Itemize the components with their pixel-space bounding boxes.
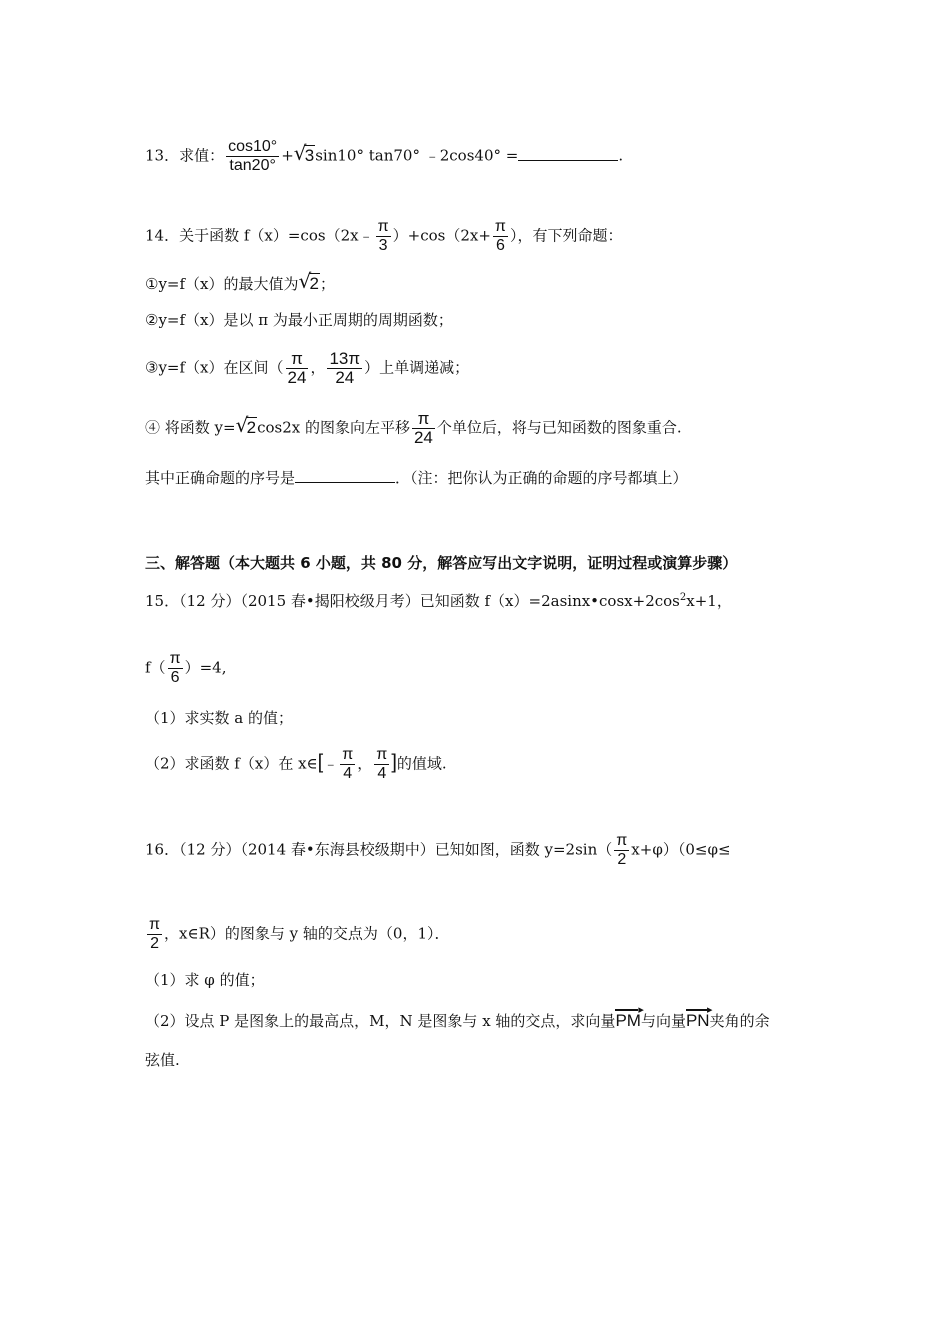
q16-line-2 — [145, 916, 450, 953]
q14-item-3-frac-1-num: π — [286, 350, 309, 369]
q14-footer — [145, 466, 688, 488]
q13-sqrt — [295, 146, 315, 166]
q14-item-4-radicand: 2 — [246, 417, 257, 437]
q15-line-1-text: 15．（12 分）（2015 春•揭阳校级月考）已知函数 f（x）=2asinx•cosx+2cos — [145, 592, 680, 610]
q13-frac-num: cos10° — [228, 138, 278, 155]
q16-line-1 — [145, 832, 731, 869]
q14-item-1-text: ①y=f（x）的最大值为 — [145, 275, 299, 293]
q14-intro-a: 14．关于函数 f（x）=cos（2x﹣ — [145, 226, 374, 245]
q15-part-1 — [145, 708, 293, 728]
q13-frac-den: tan20° — [229, 157, 276, 174]
q14-intro-line — [145, 218, 622, 255]
q15-part-2-frac-1-num: π — [342, 746, 354, 763]
q14-item-3-end: ）上单调递减； — [364, 358, 470, 377]
q14-frac-1-den: 3 — [378, 237, 388, 254]
q16-line-1-frac-den: 2 — [617, 851, 627, 868]
q15-part-2-frac-1 — [340, 746, 355, 783]
q14-answer-blank[interactable] — [295, 466, 395, 483]
q14-item-3-frac-1-den: 24 — [287, 368, 307, 387]
q14-item-4-text-b: cos2x 的图象向左平移 — [257, 418, 410, 437]
q14-intro-b: ）+cos（2x+ — [392, 226, 491, 245]
q16-line-1-frac-num: π — [616, 832, 628, 849]
q16-line-2-frac-num: π — [149, 916, 161, 933]
section-3-heading — [145, 553, 737, 573]
q15-part-2-sep: ， — [357, 754, 373, 773]
q14-frac-2 — [493, 218, 508, 255]
q14-item-4-frac-num: π — [412, 410, 435, 429]
q14-frac-1 — [376, 218, 391, 255]
q14-item-4-text-a: ④ 将函数 y= — [145, 418, 236, 437]
q16-line-2-frac-den: 2 — [150, 935, 159, 952]
q16-part-2-text-d: 弦值. — [145, 1051, 180, 1069]
q15-part-2-text-a: （2）求函数 f（x）在 x∈ — [145, 754, 318, 773]
q14-item-1-radicand: 2 — [309, 274, 319, 293]
q16-line-1-text-b: x+φ）（0≤φ≤ — [631, 840, 731, 859]
q14-item-3 — [145, 350, 469, 387]
q14-item-4-text-c: 个单位后，将与已知函数的图象重合. — [436, 418, 682, 437]
q16-line-1-frac — [614, 832, 629, 869]
q15-line-2-text-b: ）=4, — [184, 658, 227, 677]
q15-line-1-end: x+1， — [686, 592, 732, 610]
section-3-heading-text: 三、解答题（本大题共 6 小题，共 80 分，解答应写出文字说明，证明过程或演算步骤） — [145, 554, 738, 572]
q14-item-4-frac-den: 24 — [413, 428, 433, 447]
q14-item-4-frac — [412, 410, 435, 447]
q14-intro-c: ），有下列命题： — [509, 226, 623, 245]
q15-part-1-text: （1）求实数 a 的值； — [145, 709, 294, 727]
q14-frac-2-num: π — [494, 218, 506, 235]
q13-answer-blank[interactable] — [518, 144, 618, 161]
q16-line-1-text-a: 16．（12 分）（2014 春•东海县校级期中）已知如图，函数 y=2sin（ — [145, 840, 613, 859]
q14-footer-text-b: ．（注：把你认为正确的命题的序号都填上） — [395, 469, 688, 487]
q14-item-2-text: ②y=f（x）是以 π 为最小正周期的周期函数； — [145, 311, 453, 329]
q15-part-2-frac-2-den: 4 — [377, 765, 387, 782]
vector-pn: PN ▸ — [686, 1007, 710, 1031]
q13-plus: + — [281, 146, 294, 165]
q13-fraction — [226, 138, 279, 175]
q14-item-1-sqrt — [300, 274, 320, 294]
q14-item-3-frac-1 — [286, 350, 309, 387]
q16-part-2-text-a: （2）设点 P 是图象上的最高点，M，N 是图象与 x 轴的交点，求向量 — [145, 1012, 616, 1030]
q16-line-2-frac — [147, 916, 162, 953]
q16-part-2-text-c: 夹角的余 — [709, 1012, 770, 1030]
q15-part-2-text-b: 的值域. — [396, 754, 447, 773]
q15-part-2 — [145, 746, 447, 783]
q16-line-2-text: ，x∈R）的图象与 y 轴的交点为（0，1）． — [164, 924, 450, 943]
q16-part-2-text-b: 与向量 — [640, 1012, 686, 1030]
q16-part-2 — [145, 1007, 770, 1031]
q15-part-2-frac-1-den: 4 — [343, 765, 353, 782]
q14-item-3-frac-2 — [327, 350, 362, 387]
q14-footer-text-a: 其中正确命题的序号是 — [145, 469, 296, 487]
q15-line-2-text-a: f（ — [145, 658, 166, 677]
q14-frac-1-num: π — [377, 218, 389, 235]
q15-part-2-minus: ﹣ — [323, 754, 339, 773]
q14-item-3-sep: ， — [310, 358, 326, 377]
q15-line-1 — [145, 588, 732, 611]
vector-pm: PM ▸ — [615, 1007, 641, 1031]
q13-line — [145, 138, 623, 175]
q16-part-1 — [145, 970, 265, 990]
q15-line-2 — [145, 650, 227, 687]
q13-sqrt-radicand: 3 — [304, 145, 315, 165]
q15-line-1-sup: 2 — [679, 592, 687, 603]
q14-item-1 — [145, 274, 335, 294]
q14-item-4-sqrt — [237, 418, 257, 438]
q14-item-3-frac-2-num: 13π — [329, 349, 361, 368]
q14-frac-2-den: 6 — [495, 237, 505, 254]
q13-end: . — [618, 146, 624, 165]
q15-part-2-left-bracket: [ — [317, 751, 324, 774]
q15-line-2-frac — [168, 650, 183, 687]
q13-expression: sin10° tan70° ﹣2cos40° = — [315, 146, 519, 165]
q15-line-2-frac-num: π — [169, 650, 181, 667]
q13-prefix: 13．求值： — [145, 146, 225, 165]
q14-item-4 — [145, 410, 682, 447]
q15-part-2-frac-2-num: π — [376, 746, 388, 763]
q14-item-1-end: ； — [319, 275, 335, 293]
q16-part-2-cont — [145, 1050, 180, 1070]
q15-part-2-frac-2 — [374, 746, 389, 783]
q15-part-2-right-bracket: ] — [391, 751, 397, 774]
q14-item-3-frac-2-den: 24 — [335, 368, 355, 387]
q15-line-2-frac-den: 6 — [170, 669, 180, 686]
q14-item-3-text: ③y=f（x）在区间（ — [145, 358, 284, 377]
q14-item-2 — [145, 310, 453, 330]
q16-part-1-text: （1）求 φ 的值； — [145, 971, 265, 989]
